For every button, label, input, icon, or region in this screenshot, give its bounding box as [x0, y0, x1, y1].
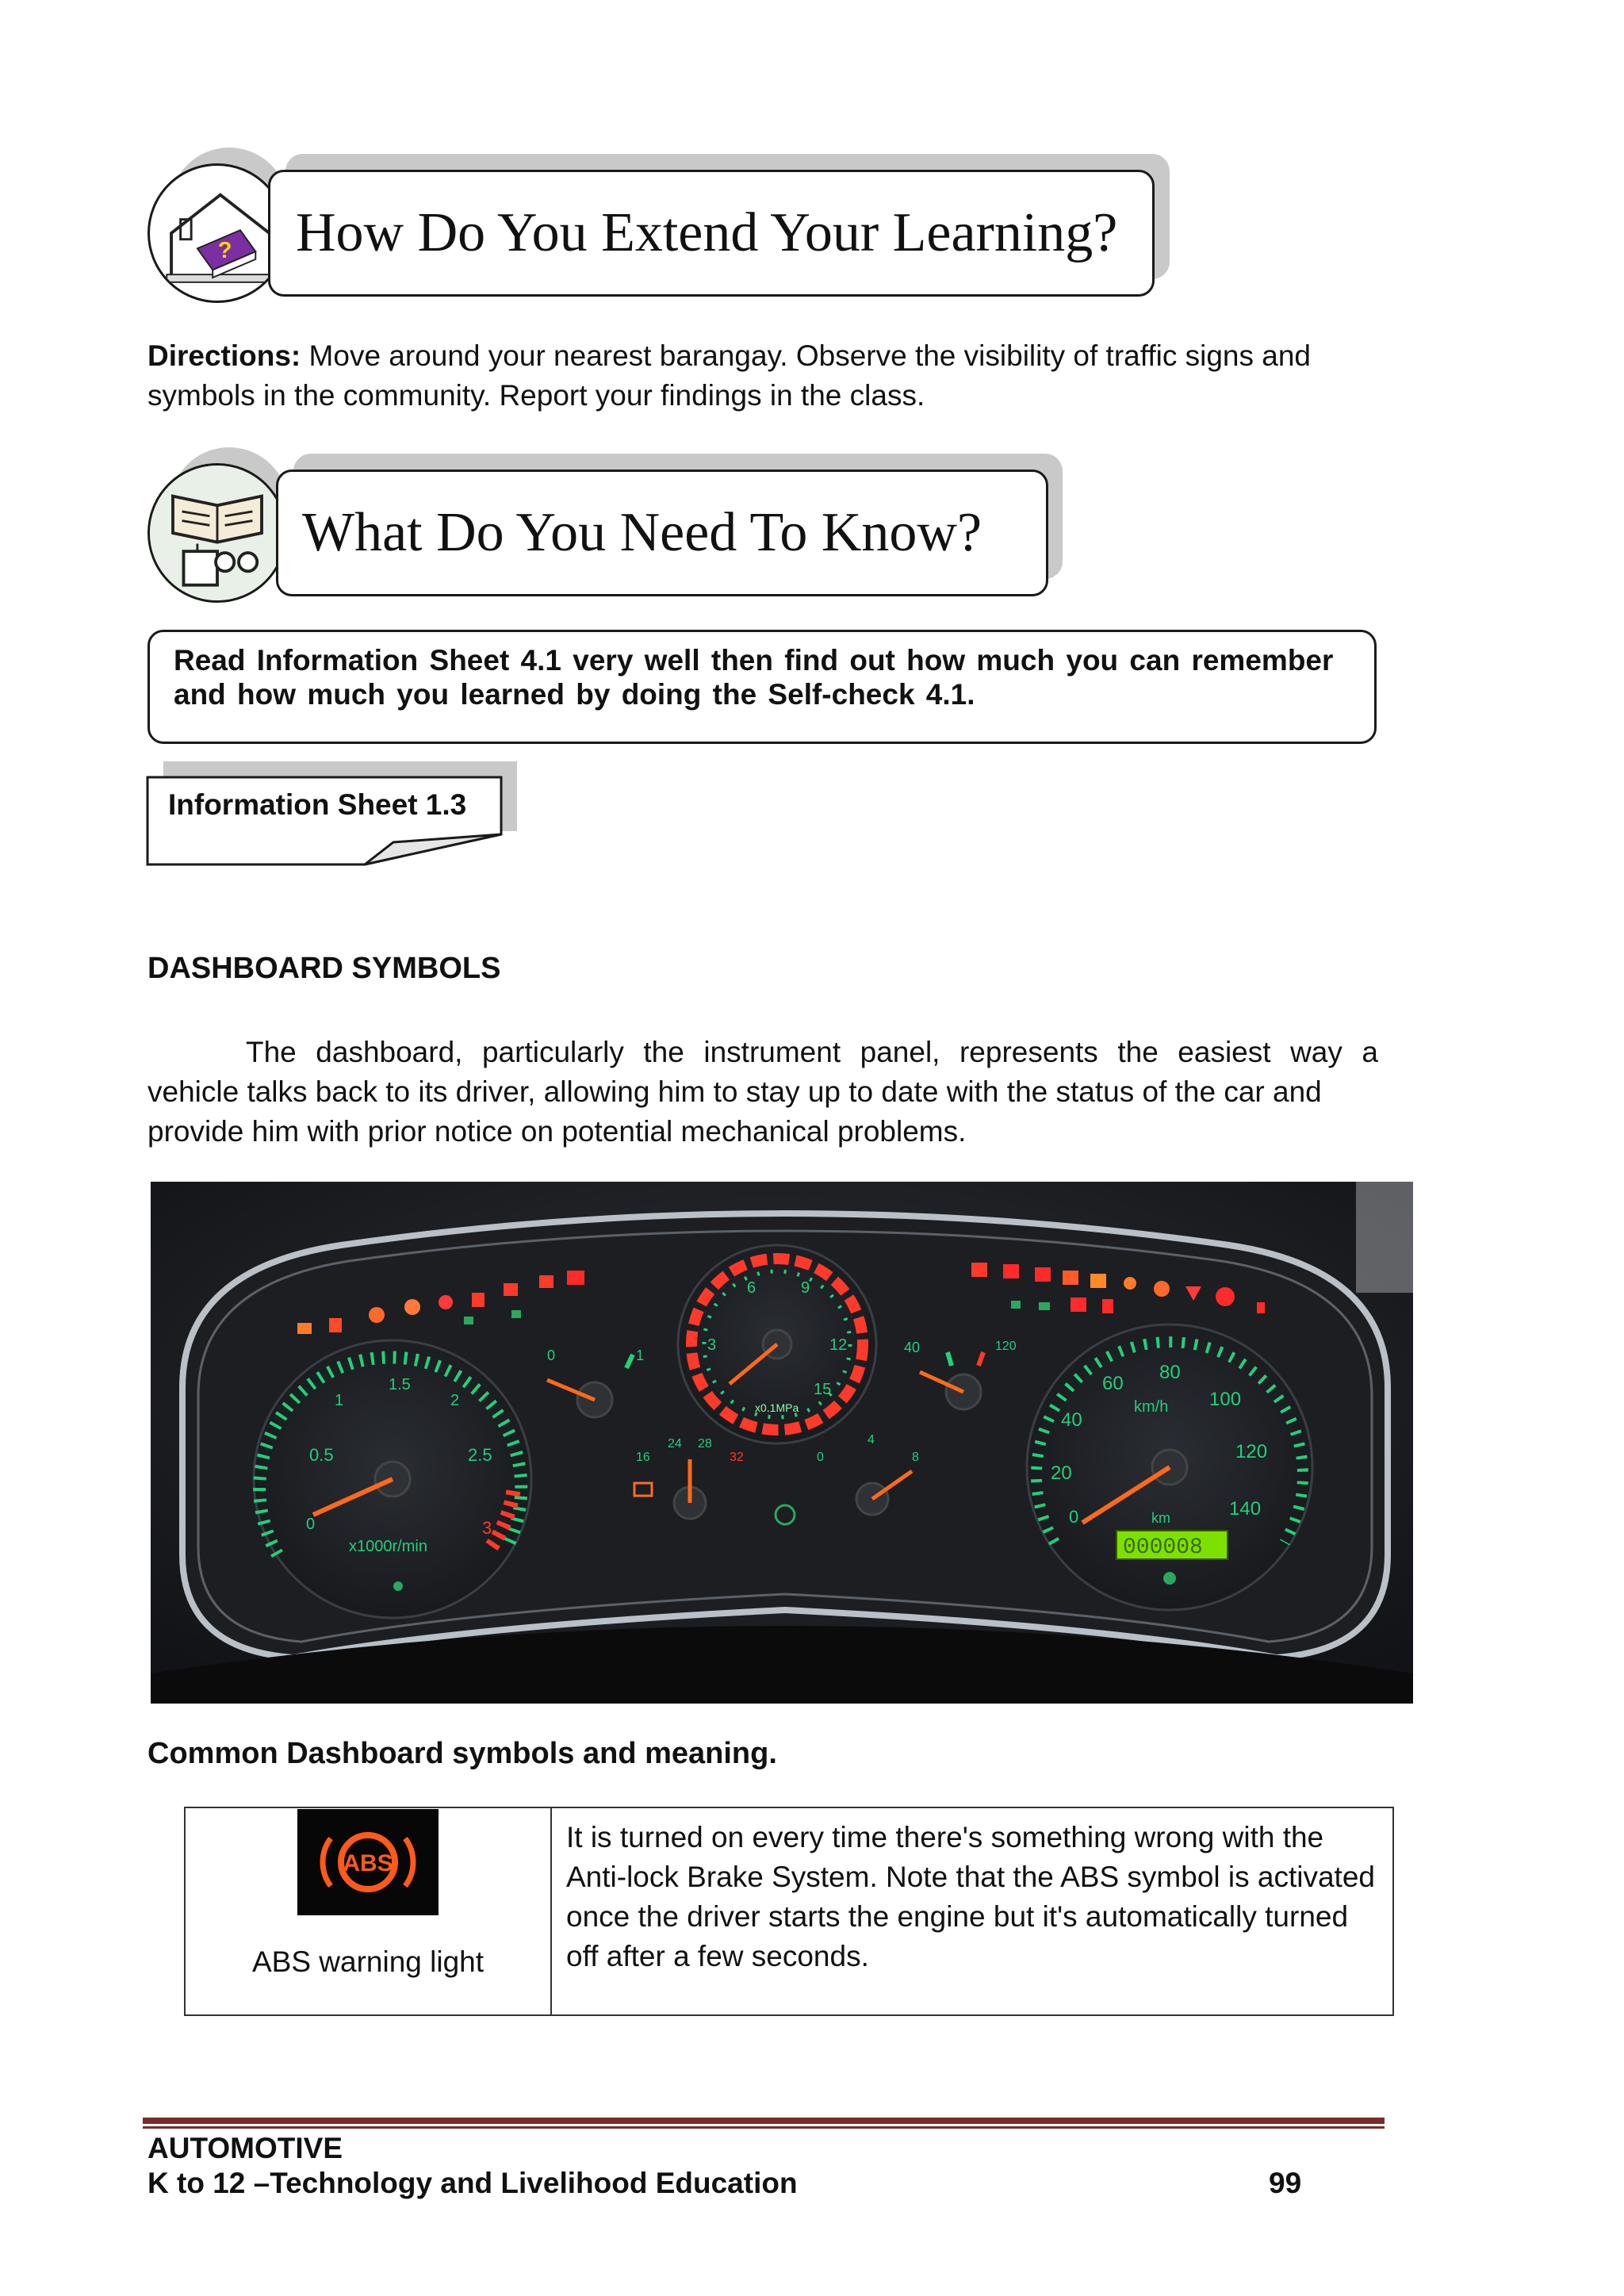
speed-unit: km/h: [1134, 1398, 1169, 1416]
tach-tick-05: 0.5: [309, 1445, 334, 1465]
speed-tick-60: 60: [1102, 1373, 1124, 1394]
tach-tick-15: 1.5: [389, 1376, 411, 1393]
volt-tick-24: 24: [668, 1437, 682, 1451]
intro-line-3: provide him with prior notice on potential mechanical problems.: [147, 1115, 967, 1148]
pressure-tick-9: 9: [801, 1279, 810, 1297]
svg-text:?: ?: [217, 237, 232, 263]
intro-line-2: vehicle talks back to its driver, allowing him to stay up to date with the status of the car and: [147, 1075, 1322, 1108]
speed-tick-140: 140: [1229, 1498, 1262, 1520]
footer-rule-thin: [143, 2126, 1385, 2129]
directions-label: Directions:: [147, 339, 301, 372]
note-line-2: and how much you learned by doing the Self-check 4.1.: [174, 678, 975, 711]
tach-tick-2: 2: [450, 1392, 460, 1409]
symbol-label: ABS warning light: [251, 1945, 485, 1978]
section1-title: How Do You Extend Your Learning?: [296, 202, 1118, 263]
pressure-tick-6: 6: [747, 1279, 756, 1297]
note-line-1: Read Information Sheet 4.1 very well then find out how much you can remember: [174, 644, 1334, 677]
speed-tick-20: 20: [1051, 1462, 1072, 1484]
oil-tick-0: 0: [817, 1451, 824, 1464]
instrument-cluster-photo: [151, 1182, 1413, 1704]
pressure-tick-15: 15: [814, 1381, 832, 1398]
pressure-unit: x0.1MPa: [755, 1401, 799, 1414]
tach-tick-3: 3: [482, 1518, 492, 1538]
odometer-value: 000008: [1123, 1535, 1203, 1560]
intro-paragraph: [147, 1033, 1378, 1152]
volt-tick-32: 32: [730, 1451, 744, 1464]
symbol-cell: [185, 1807, 551, 2015]
right-gauge-tick-120: 120: [995, 1340, 1017, 1353]
footer-subject: AUTOMOTIVE: [147, 2132, 343, 2164]
common-symbols-heading: Common Dashboard symbols and meaning.: [147, 1737, 777, 1770]
tach-unit: x1000r/min: [349, 1538, 427, 1555]
oil-tick-4: 4: [868, 1433, 875, 1447]
symbol-description-text: It is turned on every time there's something wrong with the Anti-lock Brake System. Note that the ABS symbol is activated once the driver starts the engine but it's automatically turned off after a few seconds.: [566, 1821, 1375, 1972]
oil-tick-8: 8: [912, 1451, 919, 1464]
pressure-tick-3: 3: [707, 1336, 717, 1354]
speed-tick-40: 40: [1061, 1409, 1082, 1431]
abs-icon-text: ABS: [343, 1850, 393, 1876]
page-number: 99: [1269, 2167, 1302, 2199]
footer-rule: [143, 2118, 1385, 2124]
volt-tick-16: 16: [636, 1451, 650, 1464]
dashboard-symbols-heading: DASHBOARD SYMBOLS: [147, 952, 501, 985]
reading-book-icon: [147, 463, 287, 603]
abs-warning-icon: [297, 1809, 439, 1915]
left-gauge-tick-0: 0: [547, 1347, 556, 1363]
speed-tick-0: 0: [1069, 1507, 1079, 1527]
left-gauge-tick-1: 1: [636, 1347, 645, 1363]
odometer-label: km: [1151, 1510, 1170, 1526]
volt-tick-28: 28: [698, 1437, 712, 1451]
information-sheet-label: Information Sheet 1.3: [168, 788, 467, 821]
symbol-description: [551, 1807, 1393, 2015]
tach-tick-0: 0: [306, 1516, 316, 1533]
speed-tick-120: 120: [1235, 1441, 1268, 1462]
speed-tick-100: 100: [1209, 1389, 1242, 1410]
symbols-table: [184, 1807, 1394, 2016]
directions-paragraph: [147, 336, 1385, 416]
section2-title: What Do You Need To Know?: [302, 502, 982, 563]
read-instructions-box: [147, 630, 1377, 744]
footer-program: K to 12 –Technology and Livelihood Education: [147, 2167, 798, 2199]
table-row: [185, 1807, 1393, 2015]
speed-tick-80: 80: [1159, 1362, 1181, 1383]
tach-tick-1: 1: [335, 1392, 344, 1409]
directions-text: Move around your nearest barangay. Observe the visibility of traffic signs and symbols in the community. Report your findings in the class.: [147, 339, 1312, 412]
house-book-icon: [147, 163, 287, 303]
right-gauge-tick-40: 40: [904, 1340, 921, 1355]
intro-line-1: The dashboard, particularly the instrument panel, represents the easiest way a: [246, 1036, 1378, 1068]
pressure-tick-12: 12: [829, 1336, 848, 1354]
tach-tick-25: 2.5: [468, 1445, 492, 1465]
